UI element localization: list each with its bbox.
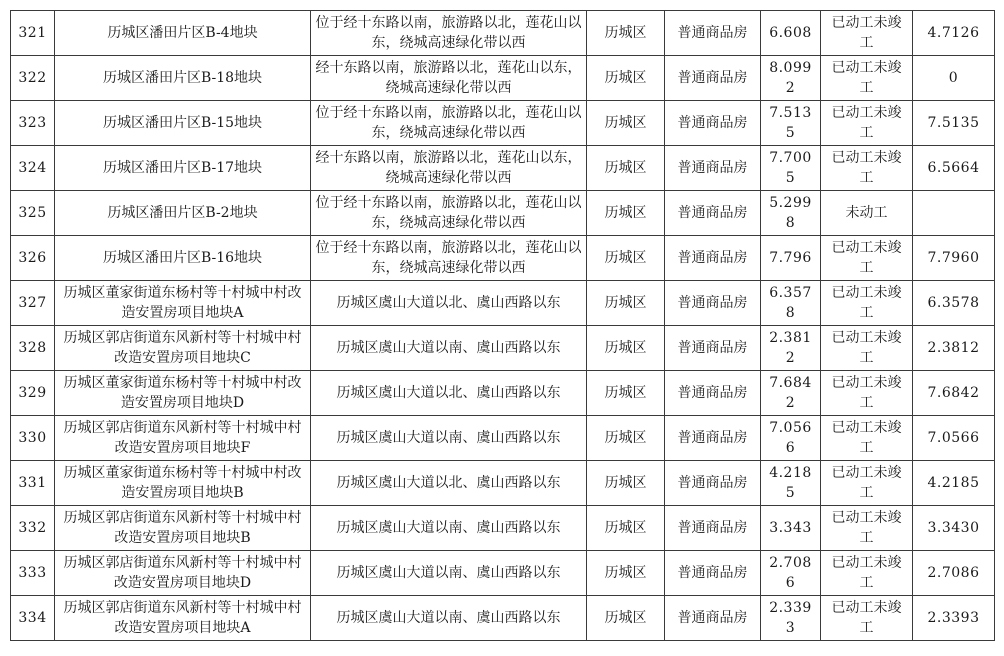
value-cell bbox=[913, 191, 995, 236]
housing-type-cell: 普通商品房 bbox=[665, 236, 761, 281]
table-row bbox=[11, 371, 995, 416]
housing-type-cell: 普通商品房 bbox=[665, 101, 761, 146]
status-cell: 已动工未竣工 bbox=[821, 371, 913, 416]
parcel-name-cell: 历城区郭店街道东风新村等十村城中村改造安置房项目地块B bbox=[55, 506, 311, 551]
housing-type-cell: 普通商品房 bbox=[665, 416, 761, 461]
area-cell: 4.2185 bbox=[761, 461, 821, 506]
row-number-cell: 329 bbox=[11, 371, 55, 416]
table-row bbox=[11, 281, 995, 326]
status-cell: 已动工未竣工 bbox=[821, 236, 913, 281]
housing-type-cell: 普通商品房 bbox=[665, 461, 761, 506]
value-cell: 6.5664 bbox=[913, 146, 995, 191]
status-cell: 已动工未竣工 bbox=[821, 461, 913, 506]
district-cell: 历城区 bbox=[587, 416, 665, 461]
area-cell: 7.5135 bbox=[761, 101, 821, 146]
housing-type-cell: 普通商品房 bbox=[665, 56, 761, 101]
parcel-name-cell: 历城区潘田片区B-2地块 bbox=[55, 191, 311, 236]
row-number-cell: 321 bbox=[11, 11, 55, 56]
table-row bbox=[11, 101, 995, 146]
value-cell: 7.7960 bbox=[913, 236, 995, 281]
location-cell: 位于经十东路以南，旅游路以北，莲花山以东，绕城高速绿化带以西 bbox=[311, 236, 587, 281]
housing-type-cell: 普通商品房 bbox=[665, 371, 761, 416]
status-cell: 已动工未竣工 bbox=[821, 146, 913, 191]
area-cell: 2.3812 bbox=[761, 326, 821, 371]
value-cell: 2.3812 bbox=[913, 326, 995, 371]
housing-type-cell: 普通商品房 bbox=[665, 506, 761, 551]
table-row bbox=[11, 236, 995, 281]
table-row bbox=[11, 416, 995, 461]
row-number-cell: 331 bbox=[11, 461, 55, 506]
table-row bbox=[11, 461, 995, 506]
district-cell: 历城区 bbox=[587, 56, 665, 101]
district-cell: 历城区 bbox=[587, 191, 665, 236]
row-number-cell: 327 bbox=[11, 281, 55, 326]
status-cell: 已动工未竣工 bbox=[821, 551, 913, 596]
housing-type-cell: 普通商品房 bbox=[665, 11, 761, 56]
location-cell: 历城区虞山大道以南、虞山西路以东 bbox=[311, 596, 587, 641]
housing-type-cell: 普通商品房 bbox=[665, 596, 761, 641]
table-body bbox=[11, 11, 995, 641]
status-cell: 已动工未竣工 bbox=[821, 281, 913, 326]
row-number-cell: 325 bbox=[11, 191, 55, 236]
area-cell: 2.7086 bbox=[761, 551, 821, 596]
row-number-cell: 322 bbox=[11, 56, 55, 101]
location-cell: 位于经十东路以南，旅游路以北，莲花山以东，绕城高速绿化带以西 bbox=[311, 191, 587, 236]
parcel-name-cell: 历城区董家街道东杨村等十村城中村改造安置房项目地块A bbox=[55, 281, 311, 326]
status-cell: 已动工未竣工 bbox=[821, 326, 913, 371]
value-cell: 2.7086 bbox=[913, 551, 995, 596]
parcel-name-cell: 历城区潘田片区B-16地块 bbox=[55, 236, 311, 281]
area-cell: 7.7005 bbox=[761, 146, 821, 191]
area-cell: 2.3393 bbox=[761, 596, 821, 641]
land-parcel-table bbox=[10, 10, 995, 641]
parcel-name-cell: 历城区郭店街道东风新村等十村城中村改造安置房项目地块D bbox=[55, 551, 311, 596]
value-cell: 6.3578 bbox=[913, 281, 995, 326]
table-row bbox=[11, 191, 995, 236]
status-cell: 已动工未竣工 bbox=[821, 416, 913, 461]
table-row bbox=[11, 146, 995, 191]
district-cell: 历城区 bbox=[587, 596, 665, 641]
value-cell: 3.3430 bbox=[913, 506, 995, 551]
value-cell: 4.7126 bbox=[913, 11, 995, 56]
table-row bbox=[11, 551, 995, 596]
value-cell: 7.5135 bbox=[913, 101, 995, 146]
location-cell: 历城区虞山大道以南、虞山西路以东 bbox=[311, 416, 587, 461]
location-cell: 位于经十东路以南，旅游路以北，莲花山以东，绕城高速绿化带以西 bbox=[311, 101, 587, 146]
district-cell: 历城区 bbox=[587, 551, 665, 596]
table-row bbox=[11, 56, 995, 101]
row-number-cell: 323 bbox=[11, 101, 55, 146]
area-cell: 7.6842 bbox=[761, 371, 821, 416]
location-cell: 历城区虞山大道以北、虞山西路以东 bbox=[311, 461, 587, 506]
area-cell: 3.343 bbox=[761, 506, 821, 551]
value-cell: 7.6842 bbox=[913, 371, 995, 416]
location-cell: 历城区虞山大道以北、虞山西路以东 bbox=[311, 371, 587, 416]
row-number-cell: 332 bbox=[11, 506, 55, 551]
row-number-cell: 333 bbox=[11, 551, 55, 596]
location-cell: 经十东路以南，旅游路以北，莲花山以东，绕城高速绿化带以西 bbox=[311, 146, 587, 191]
parcel-name-cell: 历城区潘田片区B-17地块 bbox=[55, 146, 311, 191]
parcel-name-cell: 历城区董家街道东杨村等十村城中村改造安置房项目地块D bbox=[55, 371, 311, 416]
area-cell: 6.3578 bbox=[761, 281, 821, 326]
location-cell: 位于经十东路以南，旅游路以北，莲花山以东，绕城高速绿化带以西 bbox=[311, 11, 587, 56]
table-row bbox=[11, 506, 995, 551]
area-cell: 6.608 bbox=[761, 11, 821, 56]
district-cell: 历城区 bbox=[587, 326, 665, 371]
housing-type-cell: 普通商品房 bbox=[665, 326, 761, 371]
district-cell: 历城区 bbox=[587, 236, 665, 281]
parcel-name-cell: 历城区潘田片区B-15地块 bbox=[55, 101, 311, 146]
row-number-cell: 324 bbox=[11, 146, 55, 191]
housing-type-cell: 普通商品房 bbox=[665, 551, 761, 596]
parcel-name-cell: 历城区郭店街道东风新村等十村城中村改造安置房项目地块A bbox=[55, 596, 311, 641]
table-row bbox=[11, 596, 995, 641]
status-cell: 已动工未竣工 bbox=[821, 56, 913, 101]
row-number-cell: 330 bbox=[11, 416, 55, 461]
value-cell: 4.2185 bbox=[913, 461, 995, 506]
district-cell: 历城区 bbox=[587, 281, 665, 326]
location-cell: 历城区虞山大道以北、虞山西路以东 bbox=[311, 281, 587, 326]
district-cell: 历城区 bbox=[587, 371, 665, 416]
status-cell: 已动工未竣工 bbox=[821, 596, 913, 641]
location-cell: 历城区虞山大道以南、虞山西路以东 bbox=[311, 506, 587, 551]
value-cell: 0 bbox=[913, 56, 995, 101]
parcel-name-cell: 历城区潘田片区B-18地块 bbox=[55, 56, 311, 101]
housing-type-cell: 普通商品房 bbox=[665, 281, 761, 326]
location-cell: 历城区虞山大道以南、虞山西路以东 bbox=[311, 326, 587, 371]
status-cell: 未动工 bbox=[821, 191, 913, 236]
row-number-cell: 334 bbox=[11, 596, 55, 641]
district-cell: 历城区 bbox=[587, 101, 665, 146]
status-cell: 已动工未竣工 bbox=[821, 506, 913, 551]
value-cell: 7.0566 bbox=[913, 416, 995, 461]
housing-type-cell: 普通商品房 bbox=[665, 191, 761, 236]
area-cell: 7.796 bbox=[761, 236, 821, 281]
parcel-name-cell: 历城区潘田片区B-4地块 bbox=[55, 11, 311, 56]
status-cell: 已动工未竣工 bbox=[821, 11, 913, 56]
row-number-cell: 328 bbox=[11, 326, 55, 371]
district-cell: 历城区 bbox=[587, 11, 665, 56]
status-cell: 已动工未竣工 bbox=[821, 101, 913, 146]
location-cell: 历城区虞山大道以南、虞山西路以东 bbox=[311, 551, 587, 596]
area-cell: 7.0566 bbox=[761, 416, 821, 461]
district-cell: 历城区 bbox=[587, 461, 665, 506]
table-row bbox=[11, 326, 995, 371]
row-number-cell: 326 bbox=[11, 236, 55, 281]
area-cell: 5.2998 bbox=[761, 191, 821, 236]
table-row bbox=[11, 11, 995, 56]
parcel-name-cell: 历城区董家街道东杨村等十村城中村改造安置房项目地块B bbox=[55, 461, 311, 506]
parcel-name-cell: 历城区郭店街道东风新村等十村城中村改造安置房项目地块F bbox=[55, 416, 311, 461]
district-cell: 历城区 bbox=[587, 146, 665, 191]
parcel-name-cell: 历城区郭店街道东风新村等十村城中村改造安置房项目地块C bbox=[55, 326, 311, 371]
area-cell: 8.0992 bbox=[761, 56, 821, 101]
housing-type-cell: 普通商品房 bbox=[665, 146, 761, 191]
district-cell: 历城区 bbox=[587, 506, 665, 551]
location-cell: 经十东路以南，旅游路以北，莲花山以东，绕城高速绿化带以西 bbox=[311, 56, 587, 101]
value-cell: 2.3393 bbox=[913, 596, 995, 641]
